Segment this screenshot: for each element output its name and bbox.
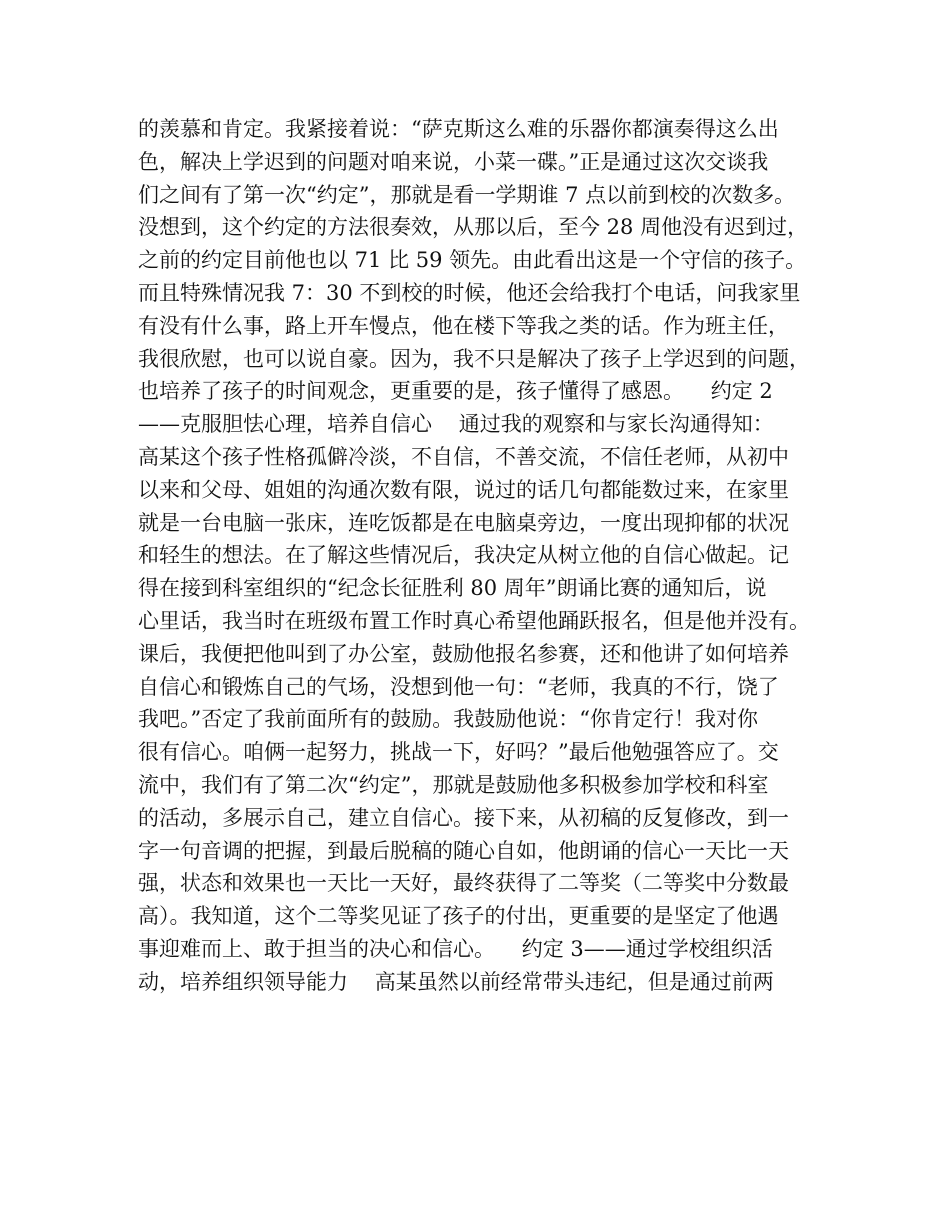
text-line: 的羡慕和肯定。我紧接着说：“萨克斯这么难的乐器你都演奏得这么出: [138, 117, 779, 141]
text-line: 高某这个孩子性格孤僻冷淡，不自信，不善交流，不信任老师，从初中: [138, 444, 789, 469]
text-line: 自信心和锻炼自己的气场，没想到他一句：“老师，我真的不行，饶了: [138, 674, 779, 699]
text-line: 我很欣慰，也可以说自豪。因为，我不只是解决了孩子上学迟到的问题，: [138, 346, 810, 371]
text-line: 就是一台电脑一张床，连吃饭都是在电脑桌旁边，一度出现抑郁的状况: [138, 510, 789, 535]
text-line: 和轻生的想法。在了解这些情况后，我决定从树立他的自信心做起。记: [138, 543, 789, 568]
text-line: 心里话，我当时在班级布置工作时真心希望他踊跃报名，但是他并没有。: [138, 608, 810, 633]
text-line: 流中，我们有了第二次“约定”，那就是鼓励他多积极参加学校和科室: [138, 772, 769, 797]
text-line: 色，解决上学迟到的问题对咱来说，小菜一碟。”正是通过这次交谈我: [138, 149, 769, 174]
text-line: 动，培养组织领导能力 高某虽然以前经常带头违纪，但是通过前两: [138, 969, 774, 994]
text-line: 很有信心。咱俩一起努力，挑战一下，好吗？”最后他勉强答应了。交: [138, 740, 779, 765]
text-line: 字一句音调的把握，到最后脱稿的随心自如，他朗诵的信心一天比一天: [138, 838, 789, 863]
text-line: 得在接到科室组织的“纪念长征胜利 80 周年”朗诵比赛的通知后，说: [138, 576, 767, 601]
text-line: 事迎难而上、敢于担当的决心和信心。 约定 3——通过学校组织活: [138, 936, 773, 961]
text-line: 没想到，这个约定的方法很奏效，从那以后，至今 28 周他没有迟到过，: [138, 215, 809, 240]
text-line: 们之间有了第一次“约定”，那就是看一学期谁 7 点以前到校的次数多。: [138, 182, 796, 207]
text-line: 强，状态和效果也一天比一天好，最终获得了二等奖（二等奖中分数最: [138, 871, 789, 896]
text-line: ——克服胆怯心理，培养自信心 通过我的观察和与家长沟通得知：: [138, 412, 774, 437]
text-line: 而且特殊情况我 7：30 不到校的时候，他还会给我打个电话，问我家里: [138, 280, 801, 305]
text-line: 我吧。”否定了我前面所有的鼓励。我鼓励他说：“你肯定行！我对你: [138, 707, 758, 732]
text-line: 有没有什么事，路上开车慢点，他在楼下等我之类的话。作为班主任，: [138, 313, 789, 338]
body-text: [138, 113, 838, 999]
text-line: 高）。我知道，这个二等奖见证了孩子的付出，更重要的是坚定了他遇: [138, 904, 779, 929]
text-line: 以来和父母、姐姐的沟通次数有限，说过的话几句都能数过来，在家里: [138, 477, 789, 502]
text-line: 之前的约定目前他也以 71 比 59 领先。由此看出这是一个守信的孩子。: [138, 248, 807, 273]
text-line: 课后，我便把他叫到了办公室，鼓励他报名参赛，还和他讲了如何培养: [138, 641, 789, 666]
text-line: 的活动，多展示自己，建立自信心。接下来，从初稿的反复修改，到一: [138, 805, 789, 830]
text-line: 也培养了孩子的时间观念，更重要的是，孩子懂得了感恩。 约定 2: [138, 379, 773, 404]
